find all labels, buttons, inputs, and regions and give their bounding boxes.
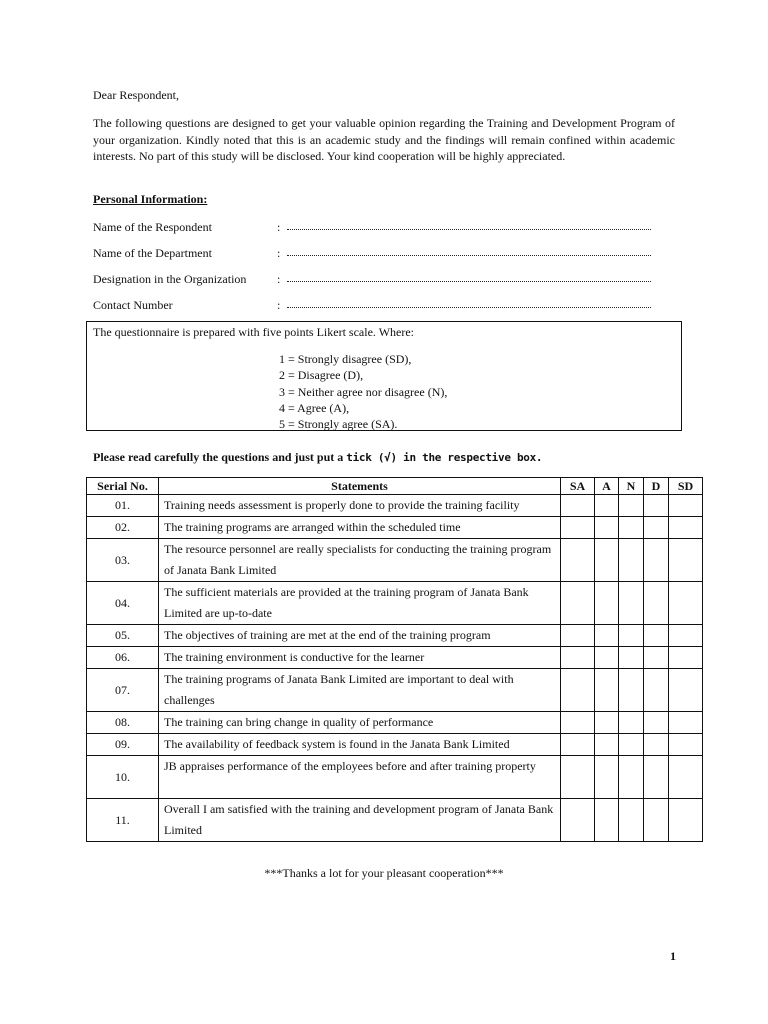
field-colon: :	[277, 298, 281, 312]
serial-cell: 07.	[87, 669, 159, 712]
statement-cell: The training environment is conductive for the learner	[159, 647, 561, 669]
tick-box-a[interactable]	[595, 669, 619, 712]
instruction-part1: Please read carefully the questions and just put a	[93, 450, 344, 464]
field-label: Contact Number	[93, 298, 173, 312]
likert-item: 3 = Neither agree nor disagree (N),	[279, 384, 448, 399]
serial-cell: 06.	[87, 647, 159, 669]
tick-box-a[interactable]	[595, 582, 619, 625]
table-row	[87, 669, 703, 712]
header-a: A	[595, 478, 619, 495]
fill-in-line[interactable]	[287, 255, 651, 256]
tick-box-a[interactable]	[595, 625, 619, 647]
intro-paragraph: The following questions are designed to get your valuable opinion regarding the Training and Development Program of your organization. Kindly noted that this is an academic study and the findings will remain confined within academic interests. No part of this study will be disclosed. Your kind cooperation will be highly appreciated.	[93, 116, 675, 163]
tick-box-sa[interactable]	[561, 539, 595, 582]
tick-box-sd[interactable]	[669, 625, 703, 647]
statement-cell: Training needs assessment is properly done to provide the training facility	[159, 495, 561, 517]
statement-cell: The resource personnel are really specialists for conducting the training program of Janata Bank Limited	[159, 539, 561, 582]
fill-in-line[interactable]	[287, 281, 651, 282]
likert-scale-box	[86, 321, 682, 431]
tick-box-sa[interactable]	[561, 799, 595, 842]
fill-in-line[interactable]	[287, 229, 651, 230]
tick-box-sd[interactable]	[669, 734, 703, 756]
serial-cell: 10.	[87, 756, 159, 799]
tick-box-sd[interactable]	[669, 669, 703, 712]
table-row	[87, 647, 703, 669]
tick-box-sa[interactable]	[561, 517, 595, 539]
tick-box-sa[interactable]	[561, 734, 595, 756]
personal-info-heading: Personal Information:	[93, 192, 208, 206]
serial-cell: 08.	[87, 712, 159, 734]
tick-box-a[interactable]	[595, 647, 619, 669]
serial-cell: 03.	[87, 539, 159, 582]
table-header-row	[87, 478, 703, 495]
statement-cell: Overall I am satisfied with the training and development program of Janata Bank Limited	[159, 799, 561, 842]
tick-box-sa[interactable]	[561, 647, 595, 669]
statement-cell: The training programs of Janata Bank Limited are important to deal with challenges	[159, 669, 561, 712]
tick-box-d[interactable]	[644, 734, 669, 756]
serial-cell: 04.	[87, 582, 159, 625]
tick-box-a[interactable]	[595, 517, 619, 539]
statement-cell: The sufficient materials are provided at the training program of Janata Bank Limited are up-to-date	[159, 582, 561, 625]
tick-box-n[interactable]	[619, 669, 644, 712]
field-colon: :	[277, 220, 281, 234]
tick-box-n[interactable]	[619, 517, 644, 539]
tick-box-d[interactable]	[644, 756, 669, 799]
field-label: Name of the Respondent	[93, 220, 212, 234]
tick-box-n[interactable]	[619, 539, 644, 582]
likert-item: 5 = Strongly agree (SA).	[279, 417, 398, 432]
tick-box-sd[interactable]	[669, 517, 703, 539]
tick-box-n[interactable]	[619, 647, 644, 669]
field-colon: :	[277, 246, 281, 260]
field-respondent-name	[93, 219, 653, 235]
tick-box-n[interactable]	[619, 495, 644, 517]
tick-box-sd[interactable]	[669, 582, 703, 625]
fill-in-line[interactable]	[287, 307, 651, 308]
header-serial: Serial No.	[87, 478, 159, 495]
tick-box-sa[interactable]	[561, 756, 595, 799]
tick-box-d[interactable]	[644, 495, 669, 517]
field-contact-number	[93, 297, 653, 313]
header-statements: Statements	[159, 478, 561, 495]
field-label: Designation in the Organization	[93, 272, 247, 286]
tick-box-sd[interactable]	[669, 647, 703, 669]
tick-box-sd[interactable]	[669, 756, 703, 799]
thanks-note: ***Thanks a lot for your pleasant cooperation***	[264, 866, 504, 880]
serial-cell: 05.	[87, 625, 159, 647]
tick-box-n[interactable]	[619, 756, 644, 799]
instruction-text	[93, 449, 542, 466]
tick-box-n[interactable]	[619, 799, 644, 842]
table-row	[87, 756, 703, 799]
page-number: 1	[670, 949, 676, 963]
tick-box-a[interactable]	[595, 799, 619, 842]
header-sa: SA	[561, 478, 595, 495]
serial-cell: 09.	[87, 734, 159, 756]
table-row	[87, 582, 703, 625]
table-row	[87, 517, 703, 539]
tick-box-a[interactable]	[595, 539, 619, 582]
tick-box-n[interactable]	[619, 734, 644, 756]
tick-box-a[interactable]	[595, 734, 619, 756]
tick-box-sa[interactable]	[561, 582, 595, 625]
tick-box-sa[interactable]	[561, 495, 595, 517]
tick-box-d[interactable]	[644, 625, 669, 647]
tick-box-n[interactable]	[619, 582, 644, 625]
header-sd: SD	[669, 478, 703, 495]
likert-scale-list	[279, 351, 447, 432]
field-label: Name of the Department	[93, 246, 212, 260]
tick-box-a[interactable]	[595, 756, 619, 799]
questionnaire-table	[86, 477, 703, 842]
tick-box-a[interactable]	[595, 712, 619, 734]
table-row	[87, 799, 703, 842]
tick-box-d[interactable]	[644, 712, 669, 734]
tick-box-sa[interactable]	[561, 712, 595, 734]
likert-intro: The questionnaire is prepared with five points Likert scale. Where:	[93, 325, 414, 339]
serial-cell: 01.	[87, 495, 159, 517]
table-row	[87, 495, 703, 517]
salutation: Dear Respondent,	[93, 88, 179, 102]
likert-item: 1 = Strongly disagree (SD),	[279, 352, 412, 366]
statement-cell: The training programs are arranged within the scheduled time	[159, 517, 561, 539]
tick-box-a[interactable]	[595, 495, 619, 517]
statement-cell: The training can bring change in quality of performance	[159, 712, 561, 734]
header-n: N	[619, 478, 644, 495]
tick-box-d[interactable]	[644, 539, 669, 582]
tick-box-sd[interactable]	[669, 495, 703, 517]
tick-box-d[interactable]	[644, 582, 669, 625]
table-row	[87, 625, 703, 647]
table-row	[87, 734, 703, 756]
tick-box-d[interactable]	[644, 647, 669, 669]
tick-box-sa[interactable]	[561, 669, 595, 712]
tick-box-d[interactable]	[644, 669, 669, 712]
likert-item: 2 = Disagree (D),	[279, 368, 364, 383]
tick-box-n[interactable]	[619, 625, 644, 647]
statement-cell: JB appraises performance of the employees before and after training property	[159, 756, 561, 799]
likert-item: 4 = Agree (A),	[279, 400, 350, 415]
table-row	[87, 712, 703, 734]
tick-box-sd[interactable]	[669, 539, 703, 582]
tick-box-sa[interactable]	[561, 625, 595, 647]
field-colon: :	[277, 272, 281, 286]
instruction-part2: tick (√) in the respective box.	[346, 451, 543, 464]
tick-box-d[interactable]	[644, 517, 669, 539]
header-d: D	[644, 478, 669, 495]
tick-box-sd[interactable]	[669, 712, 703, 734]
tick-box-sd[interactable]	[669, 799, 703, 842]
table-row	[87, 539, 703, 582]
serial-cell: 02.	[87, 517, 159, 539]
statement-cell: The availability of feedback system is found in the Janata Bank Limited	[159, 734, 561, 756]
serial-cell: 11.	[87, 799, 159, 842]
tick-box-n[interactable]	[619, 712, 644, 734]
field-department-name	[93, 245, 653, 261]
tick-box-d[interactable]	[644, 799, 669, 842]
field-designation	[93, 271, 653, 287]
statement-cell: The objectives of training are met at the end of the training program	[159, 625, 561, 647]
